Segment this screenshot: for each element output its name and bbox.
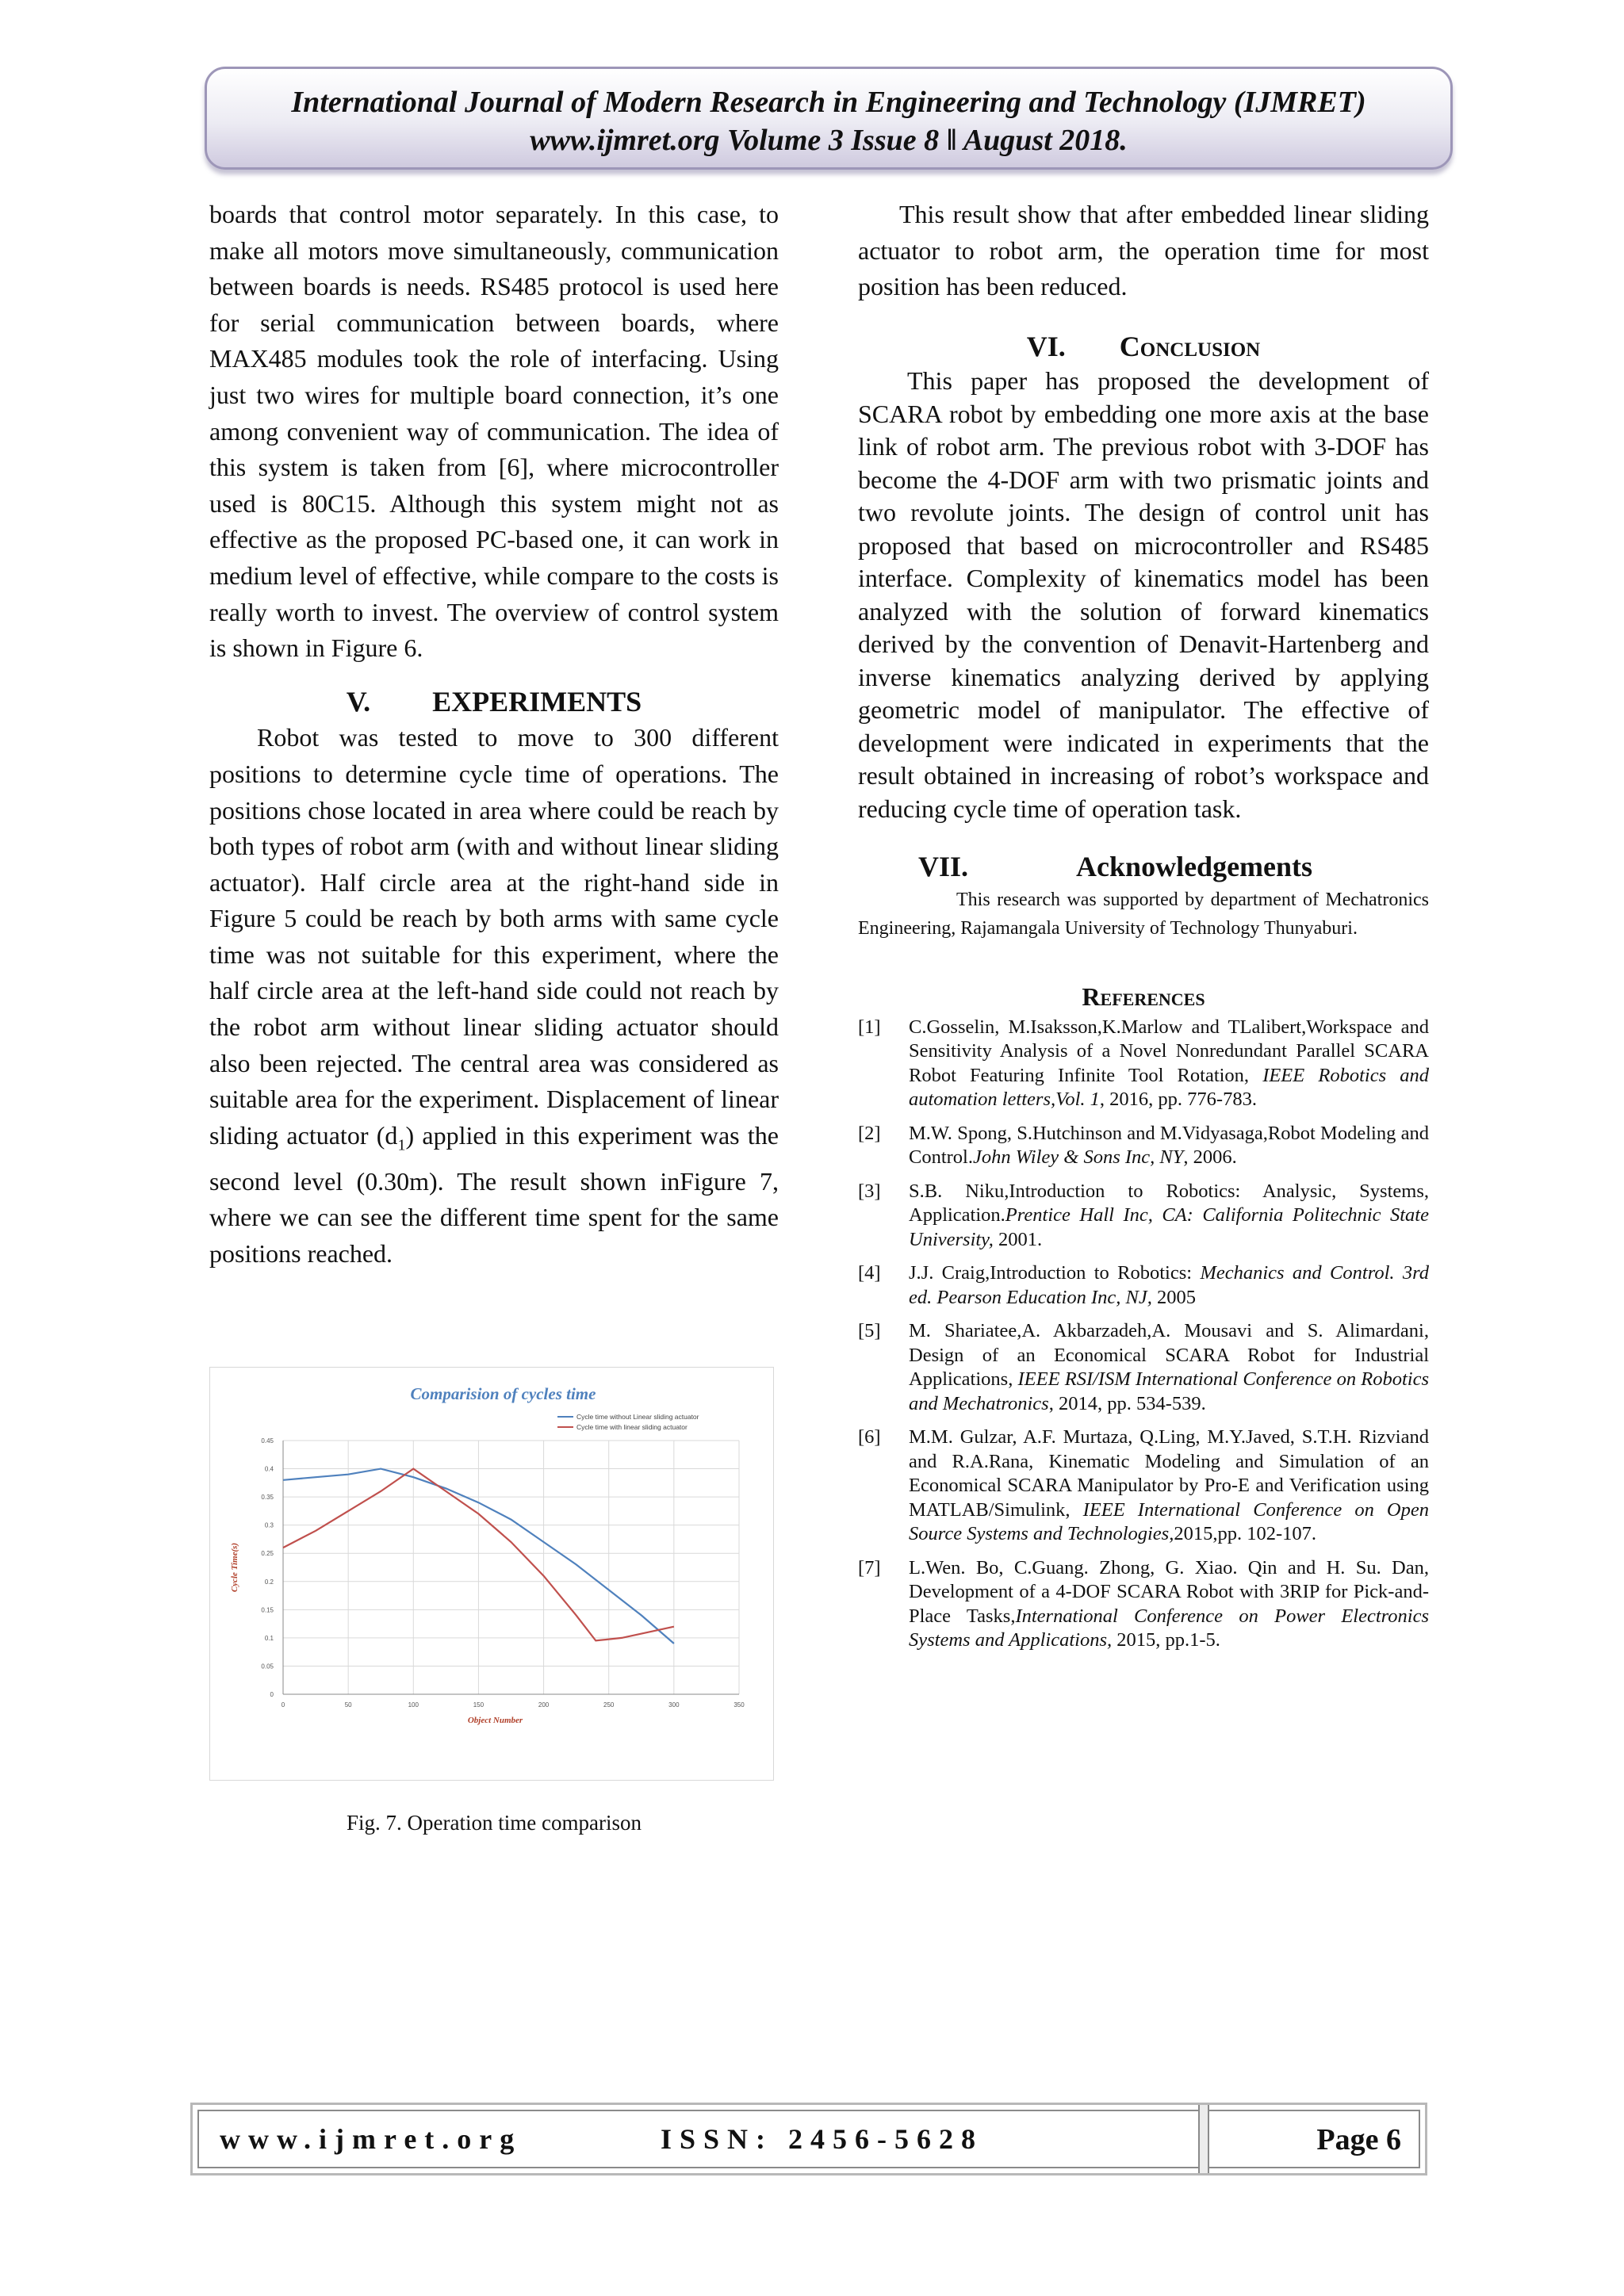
right-column	[858, 197, 1429, 1663]
reference-item	[858, 1016, 1429, 1112]
reference-number: [5]	[858, 1320, 881, 1342]
y-tick-label: 0.25	[261, 1550, 274, 1558]
reference-item	[858, 1122, 1429, 1170]
x-tick-label: 350	[733, 1701, 745, 1709]
chart-title: Comparision of cycles time	[410, 1384, 596, 1403]
reference-text: M.M. Gulzar, A.F. Murtaza, Q.Ling, M.Y.Javed, S.T.H. Rizviand and R.A.Rana, Kinematic Modeling and Simulation of an Economical SCARA Manipulator by Pro-E and Verification using MATLAB/Simulink, IEEE International Conference on Open Source Systems and Technologies,2015,pp. 102-107.	[909, 1426, 1429, 1545]
footer-page-number: Page 6	[1316, 2123, 1401, 2156]
reference-text: L.Wen. Bo, C.Guang. Zhong, G. Xiao. Qin and H. Su. Dan, Development of a 4-DOF SCARA Robot with 3RIP for Pick-and-Place Tasks,International Conference on Power Electronics Systems and Applications, 2015, pp.1-5.	[909, 1556, 1430, 1651]
section-title: Conclusion	[1119, 330, 1261, 362]
reference-number: [2]	[858, 1122, 881, 1144]
section-heading	[209, 684, 779, 721]
x-tick-label: 150	[473, 1701, 485, 1709]
y-axis-label: Cycle Time(s)	[230, 1542, 239, 1593]
reference-item	[858, 1425, 1429, 1547]
paragraph: This paper has proposed the development of SCARA robot by embedding one more axis at the base link of robot arm. The previous robot with 3-DOF has become the 4-DOF arm with two prismatic joints and two revolute joints. The design of control unit has proposed that based on microcontroller and RS485 interface. Complexity of kinematics model has been analyzed with the solution of forward kinematics derived by the convention of Denavit-Hartenberg and inverse kinematics analyzing derived by applying geometric model of manipulator. The effective of development were indicated in experiments that the result obtained in increasing of robot’s workspace and reducing cycle time of operation task.	[858, 366, 1429, 823]
y-tick-label: 0.15	[261, 1606, 274, 1614]
section-number: V.	[346, 685, 371, 718]
section-number: VII.	[918, 851, 969, 883]
journal-header	[205, 67, 1453, 170]
footer-issn: ISSN: 2456-5628	[661, 2123, 984, 2155]
journal-title: International Journal of Modern Research in Engineering and Technology (IJMRET)	[291, 86, 1366, 119]
reference-number: [1]	[858, 1016, 881, 1038]
legend-entry: Cycle time with linear sliding actuator	[576, 1423, 688, 1431]
y-tick-label: 0.35	[261, 1494, 274, 1502]
reference-text: J.J. Craig,Introduction to Robotics: Mechanics and Control. 3rd ed. Pearson Education Inc, NJ, 2005	[909, 1262, 1429, 1308]
x-tick-label: 250	[603, 1701, 615, 1709]
section-heading	[858, 849, 1429, 886]
y-tick-label: 0.45	[261, 1437, 274, 1445]
reference-text: S.B. Niku,Introduction to Robotics: Analysic, Systems, Application.Prentice Hall Inc, CA: California Politechnic State University, 2001.	[909, 1180, 1429, 1250]
y-tick-label: 0	[270, 1691, 274, 1698]
reference-text: M.W. Spong, S.Hutchinson and M.Vidyasaga,Robot Modeling and Control.John Wiley & Sons Inc, NY, 2006.	[909, 1122, 1429, 1169]
y-tick-label: 0.1	[264, 1634, 274, 1642]
reference-text: C.Gosselin, M.Isaksson,K.Marlow and TLalibert,Workspace and Sensitivity Analysis of a Novel Nonredundant Parallel SCARA Robot Featuring Infinite Tool Rotation, IEEE Robotics and automation letters,Vol. 1, 2016, pp. 776-783.	[909, 1016, 1429, 1111]
journal-issue: www.ijmret.org Volume 3 Issue 8 ǁ August 2018.	[530, 124, 1128, 157]
paragraph: This result show that after embedded linear sliding actuator to robot arm, the operation time for most position has been reduced.	[858, 200, 1429, 301]
section-title: Acknowledgements	[1076, 851, 1313, 883]
x-axis-label: Object Number	[467, 1716, 523, 1725]
figure-7-chart	[209, 1367, 774, 1781]
x-tick-label: 200	[538, 1701, 550, 1709]
references-heading: References	[1082, 982, 1205, 1011]
reference-item	[858, 1180, 1429, 1253]
paragraph: Robot was tested to move to 300 different positions to determine cycle time of operations. The positions chose located in area where could be reach by both types of robot arm (with and without linear sliding actuator). Half circle area at the right-hand side in Figure 5 could be reach by both arms with same cycle time was not suitable for this experiment, where the half circle area at the left-hand side could not reach by the robot arm without linear sliding actuator should also been rejected. The central area was considered as suitable area for the experiment. Displacement of linear sliding actuator $(d_1)$ applied in this experiment was the second level (0.30m). The result shown inFigure 7, where we can see the different time spent for the same positions reached.	[209, 723, 779, 1269]
y-tick-label: 0.05	[261, 1663, 274, 1670]
section-heading	[858, 329, 1429, 365]
reference-item	[858, 1556, 1429, 1653]
y-tick-label: 0.3	[264, 1521, 274, 1529]
footer-site: www.ijmret.org	[220, 2123, 523, 2155]
page-footer	[190, 2103, 1427, 2175]
reference-number: [3]	[858, 1180, 881, 1202]
legend-entry: Cycle time without Linear sliding actuator	[576, 1413, 699, 1421]
x-tick-label: 0	[281, 1701, 285, 1709]
x-tick-label: 300	[668, 1701, 680, 1709]
acknowledgement-text: This research was supported by department of Mechatronics Engineering, Rajamangala University of Technology Thunyaburi.	[858, 889, 1429, 939]
reference-item	[858, 1319, 1429, 1416]
y-tick-label: 0.2	[264, 1578, 274, 1586]
paragraph: boards that control motor separately. In this case, to make all motors move simultaneously, communication between boards is needs. RS485 protocol is used here for serial communication between boards, where MAX485 modules took the role of interfacing. Using just two wires for multiple board connection, it’s one among convenient way of communication. The idea of this system is taken from [6], where microcontroller used is 80C15. Although this system might not as effective as the proposed PC-based one, it can work in medium level of effective, while compare to the costs is really worth to invest. The overview of control system is shown in Figure 6.	[209, 200, 779, 663]
section-title: EXPERIMENTS	[432, 685, 642, 718]
y-tick-label: 0.4	[264, 1465, 274, 1473]
x-tick-label: 50	[344, 1701, 352, 1709]
reference-number: [7]	[858, 1556, 881, 1578]
reference-number: [6]	[858, 1426, 881, 1448]
reference-number: [4]	[858, 1262, 881, 1284]
reference-item	[858, 1261, 1429, 1310]
section-number: VI.	[1026, 330, 1066, 362]
line-chart	[210, 1368, 773, 1780]
figure-caption: Fig. 7. Operation time comparison	[347, 1811, 642, 1835]
left-column	[209, 197, 779, 1272]
x-tick-label: 100	[408, 1701, 419, 1709]
reference-list	[858, 1016, 1429, 1653]
reference-text: M. Shariatee,A. Akbarzadeh,A. Mousavi and S. Alimardani, Design of an Economical SCARA Robot for Industrial Applications, IEEE RSI/ISM International Conference on Robotics and Mechatronics, 2014, pp. 534-539.	[909, 1320, 1429, 1414]
